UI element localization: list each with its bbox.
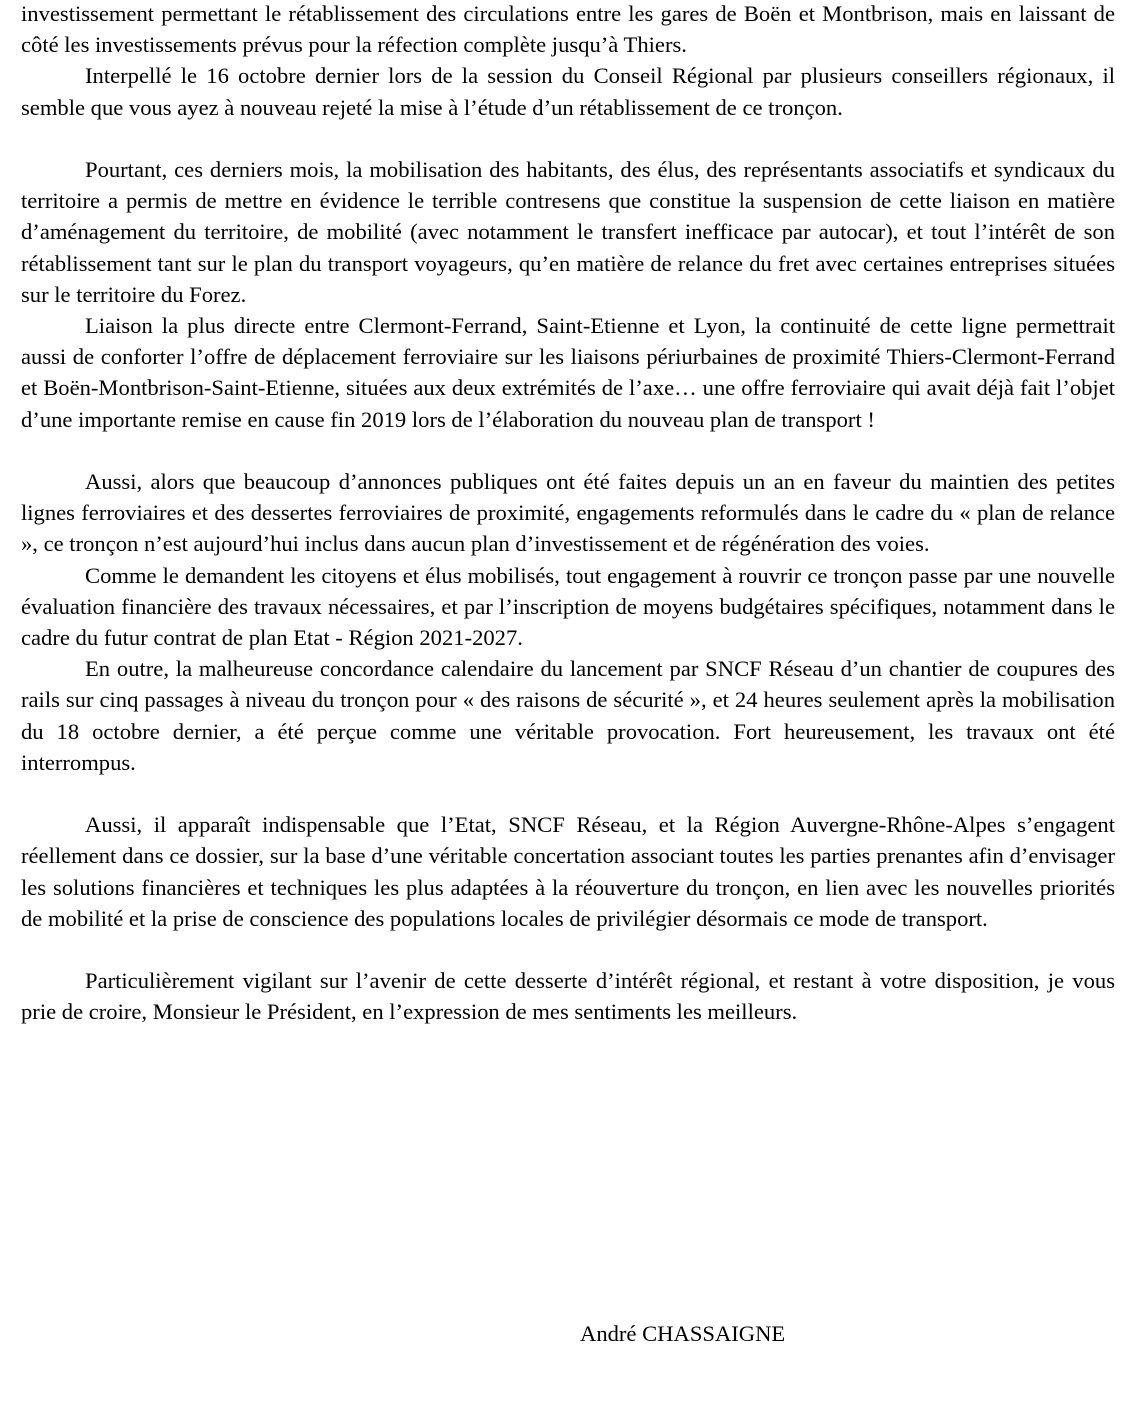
paragraph-interpellation: Interpellé le 16 octobre dernier lors de la session du Conseil Régional par plusieurs conseillers régionaux, il semble que vous ayez à nouveau rejeté la mise à l’étude d’un rétablissement de ce tronçon. (21, 63, 1115, 120)
paragraph-concertation: Aussi, il apparaît indispensable que l’Etat, SNCF Réseau, et la Région Auvergne-Rhône-Alpes s’engagent réellement dans ce dossier, sur la base d’une véritable concertation associant toutes les parties prenantes afin d’envisager les solutions financières et techniques les plus adaptées à la réouverture du tronçon, en lien avec les nouvelles priorités de mobilité et la prise de conscience des populations locales de privilégier désormais ce mode de transport. (21, 812, 1115, 931)
paragraph-continuation: investissement permettant le rétablissement des circulations entre les gares de Boën et Montbrison, mais en laissant de côté les investissements prévus pour la réfection complète jusqu’à Thiers. (21, 1, 1115, 58)
letter-body (21, 0, 1115, 1028)
paragraph-liaison: Liaison la plus directe entre Clermont-Ferrand, Saint-Etienne et Lyon, la continuité de cette ligne permettrait aussi de conforter l’offre de déplacement ferroviaire sur les liaisons périurbaines de proximité Thiers-Clermont-Ferrand et Boën-Montbrison-Saint-Etienne, situées aux deux extrémités de l’axe… une offre ferroviaire qui avait déjà fait l’objet d’une importante remise en cause fin 2019 lors de l’élaboration du nouveau plan de transport ! (21, 313, 1115, 432)
paragraph-mobilisation: Pourtant, ces derniers mois, la mobilisation des habitants, des élus, des représentants associatifs et syndicaux du territoire a permis de mettre en évidence le terrible contresens que constitue la suspension de cette liaison en matière d’aménagement du territoire, de mobilité (avec notamment le transfert inefficace par autocar), et tout l’intérêt de son rétablissement tant sur le plan du transport voyageurs, qu’en matière de relance du fret avec certaines entreprises situées sur le territoire du Forez. (21, 157, 1115, 307)
paragraph-closing: Particulièrement vigilant sur l’avenir de cette desserte d’intérêt régional, et restant à votre disposition, je vous prie de croire, Monsieur le Président, en l’expression de mes sentiments les meilleurs. (21, 968, 1115, 1025)
paragraph-engagement: Comme le demandent les citoyens et élus mobilisés, tout engagement à rouvrir ce tronçon passe par une nouvelle évaluation financière des travaux nécessaires, et par l’inscription de moyens budgétaires spécifiques, notamment dans le cadre du futur contrat de plan Etat - Région 2021-2027. (21, 562, 1115, 651)
paragraph-chantier: En outre, la malheureuse concordance calendaire du lancement par SNCF Réseau d’un chantier de coupures des rails sur cinq passages à niveau du tronçon pour « des raisons de sécurité », et 24 heures seulement après la mobilisation du 18 octobre dernier, a été perçue comme une véritable provocation. Fort heureusement, les travaux ont été interrompus. (21, 656, 1115, 775)
signature-name: André CHASSAIGNE (580, 1321, 786, 1346)
paragraph-annonces: Aussi, alors que beaucoup d’annonces publiques ont été faites depuis un an en faveur du maintien des petites lignes ferroviaires et des dessertes ferroviaires de proximité, engagements reformulés dans le cadre du « plan de relance », ce tronçon n’est aujourd’hui inclus dans aucun plan d’investissement et de régénération des voies. (21, 469, 1115, 557)
